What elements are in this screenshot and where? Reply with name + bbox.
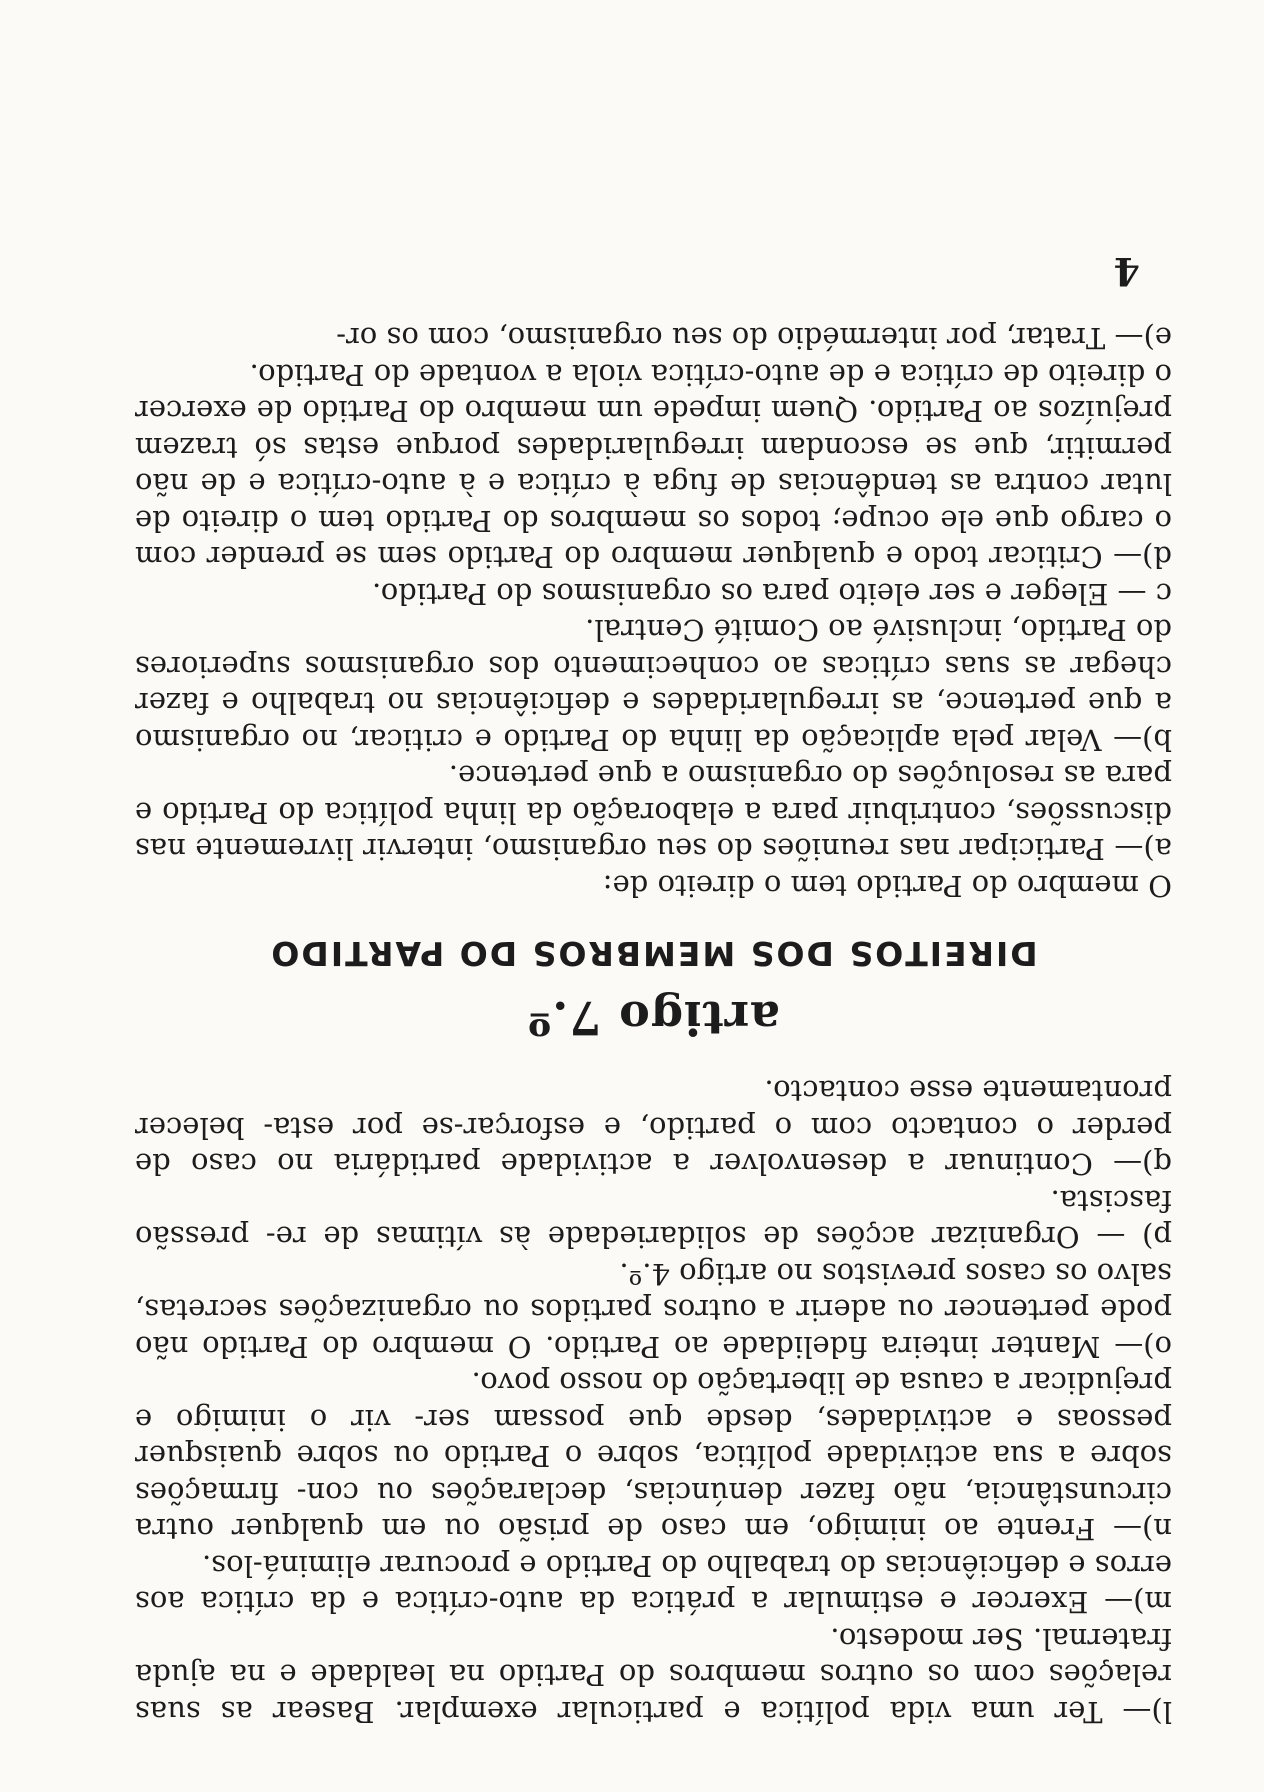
page-number: 4 [1113,249,1140,294]
text-line: prender com o cargo que ele ocupe; todos os membros do [135,504,1172,575]
text-line: crítica e à auto-crítica e de não permitir, que se escondam [134,431,1172,502]
clause-b [135,612,1172,758]
text-line: livremente nas discussões, contribuir para a elaboração da [134,796,1172,867]
clause-m [135,1548,1172,1621]
text-line: sobre quaisquer pessoas e actividades, desde que possam ser- [135,1403,1172,1474]
clause-c [135,576,1172,613]
text-line: o)— Manter inteira fidelidade ao Partido. O membro do [322,1330,1172,1364]
text-line: irregularidades porque estas só trazem prejuízos ao Partido. [135,394,1172,465]
intro-line [135,868,1172,905]
text-line: O membro do Partido tem o direito de: [602,869,1172,903]
text-line: de perder o contacto com o partido, e esforçar-se por esta- [134,1111,1172,1182]
text-line: no trabalho e fazer chegar as suas críticas ao conhecimento [135,650,1172,721]
clause-a [135,758,1172,868]
text-line: m)— Exercer e estimular a prática da auto-crítica e da crítica [200,1585,1172,1620]
clause-o [135,1256,1172,1366]
text-line: c — Eleger e ser eleito para os organismos do Partido. [372,577,1172,611]
article-title: artigo 7.º [527,991,780,1045]
clause-p [135,1183,1172,1256]
clause-e [135,320,1172,357]
text-line: vir o inimigo e prejudicar a causa de libertação do nosso povo. [135,1366,1172,1437]
text-line: eliminá-los. [202,1549,372,1583]
text-line: Partido não pode pertencer ou aderir a outros partidos ou [135,1293,1172,1364]
text-line: de crítica e de auto-crítica viola a vontade do Partido. [249,358,1039,392]
text-line: linha política do Partido e para as resoluções do organismo [134,759,1172,830]
clause-n [135,1365,1172,1548]
section-title: DIREITOS DOS MEMBROS DO PARTIDO [269,934,1038,973]
text-line: a que pertence. [448,759,679,794]
text-line: suas relações com os outros membros do Partido na lealdade [135,1658,1172,1729]
text-line: dos organismos superiores do Partido, inclusivé ao Comité [134,613,1172,684]
clause-l [135,1621,1172,1731]
text-line: Partido tem o direito de lutar contra as tendências de fuga à [135,467,1172,538]
text-line: pressão fascista. [134,1184,1172,1255]
clause-q [135,1073,1172,1183]
text-line: b)— Velar pela aplicação da linha do Partido e criticar, no [301,723,1172,757]
text-line: firmações sobre a sua actividade política, sobre o Partido ou [134,1439,1172,1510]
text-line: a)— Participar nas reuniões do seu organismo, intervir [363,832,1172,867]
text-line: outra circunstância, não fazer denúncias, declarações ou con- [134,1476,1172,1547]
clause-d [135,357,1172,576]
text-line: e)— Tratar, por intermédio do seu organismo, com os or- [336,321,1172,356]
text-line: belecer prontamente esse contacto. [134,1074,1172,1145]
text-line: organizações secretas, salvo os casos previstos no artigo 4.º. [135,1257,1172,1328]
text-line: l)— Ter uma vida política e particular exemplar. Basear as [220,1695,1172,1729]
text-line: Central. [585,613,705,648]
text-line: Quem impede um membro do Partido de exercer o direito [135,358,1172,429]
text-line: e na ajuda fraternal. Ser modesto. [134,1622,1172,1693]
text-line: n)— Frente ao inimigo, em caso de prisão ou em qualquer [231,1512,1172,1547]
text-line: p) — Organizar acções de solidariedade às vítimas de re- [265,1220,1172,1255]
text-line: q)— Continuar a desenvolver a actividade partidária no caso [191,1147,1172,1182]
text-line: d)— Criticar todo e qualquer membro do Partido sem se [334,540,1172,575]
text-line: aos erros e deficiências do trabalho do Partido e procurar [135,1549,1172,1620]
text-line: organismo a que pertence, as irregularidades e deficiências [135,686,1172,757]
